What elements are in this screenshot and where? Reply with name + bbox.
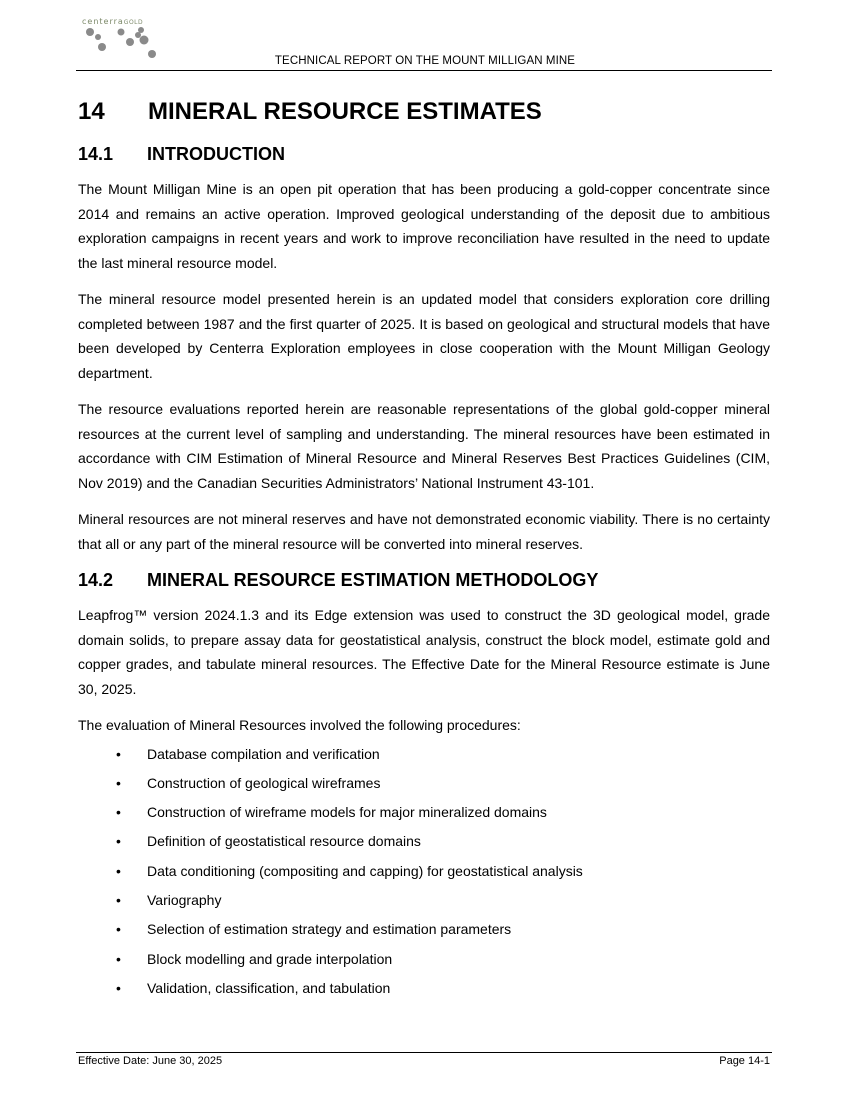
header-divider [76, 70, 772, 71]
list-item: • Data conditioning (compositing and capping) for geostatistical analysis [78, 857, 770, 886]
report-title: TECHNICAL REPORT ON THE MOUNT MILLIGAN MINE [274, 55, 576, 67]
list-item: • Block modelling and grade interpolation [78, 945, 770, 974]
subsection-title: INTRODUCTION [147, 144, 285, 164]
list-item: • Variography [78, 886, 770, 915]
bullet-icon: • [116, 921, 121, 938]
paragraph: The evaluation of Mineral Resources involved the following procedures: [78, 717, 521, 733]
paragraph: Mineral resources are not mineral reserves and have not demonstrated economic viability. There is no certainty that all or any part of the mineral resource will be converted into mineral reserves. [78, 511, 770, 552]
list-item: • Construction of wireframe models for major mineralized domains [78, 798, 770, 827]
bullet-icon: • [116, 745, 121, 762]
paragraph: The resource evaluations reported herein are reasonable representations of the global gold-copper mineral resources at the current level of sampling and understanding. The mineral resources have been estimated in accordance with CIM Estimation of Mineral Resource and Mineral Reserves Best Practices Guidelines (CIM, Nov 2019) and the Canadian Securities Administrators’ National Instrument 43-101. [78, 401, 770, 491]
procedure-list [78, 740, 770, 1004]
list-item: • Database compilation and verification [78, 740, 770, 769]
bullet-icon: • [116, 833, 121, 850]
footer-divider [76, 1052, 772, 1053]
bullet-icon: • [116, 950, 121, 967]
list-item: • Selection of estimation strategy and estimation parameters [78, 915, 770, 944]
bullet-icon: • [116, 979, 121, 996]
footer-effective-date: Effective Date: June 30, 2025 [78, 1055, 223, 1067]
company-logo-text: centerraGOLD [82, 17, 144, 26]
bullet-icon: • [116, 862, 121, 879]
list-item: • Construction of geological wireframes [78, 769, 770, 798]
subsection-heading-methodology [78, 568, 770, 592]
bullet-icon: • [116, 804, 121, 821]
subsection-number: 14.2 [78, 570, 114, 590]
section-title: MINERAL RESOURCE ESTIMATES [148, 98, 542, 125]
bullet-icon: • [116, 891, 121, 908]
footer-page-number: Page 14-1 [719, 1055, 770, 1067]
bullet-icon: • [116, 774, 121, 791]
list-item: • Definition of geostatistical resource domains [78, 827, 770, 856]
subsection-title: MINERAL RESOURCE ESTIMATION METHODOLOGY [147, 570, 599, 590]
list-item: • Validation, classification, and tabulation [78, 974, 770, 1003]
section-number: 14 [78, 98, 105, 125]
section-heading [78, 96, 770, 128]
page-header [78, 14, 772, 71]
paragraph: The mineral resource model presented herein is an updated model that considers exploration core drilling completed between 1987 and the first quarter of 2025. It is based on geological and structural models that have been developed by Centerra Exploration employees in close cooperation with the Mount Milligan Geology department. [78, 291, 770, 381]
paragraph: The Mount Milligan Mine is an open pit operation that has been producing a gold-copper concentrate since 2014 and remains an active operation. Improved geological understanding of the deposit due to ambitious exploration campaigns in recent years and work to improve reconciliation have resulted in the need to update the last mineral resource model. [78, 181, 770, 271]
page-content [78, 96, 770, 1003]
paragraph: Leapfrog™ version 2024.1.3 and its Edge extension was used to construct the 3D geological model, grade domain solids, to prepare assay data for geostatistical analysis, construct the block model, estimate gold and copper grades, and tabulate mineral resources. The Effective Date for the Mineral Resource estimate is June 30, 2025. [78, 607, 770, 697]
subsection-number: 14.1 [78, 144, 114, 164]
subsection-heading-introduction [78, 142, 770, 166]
